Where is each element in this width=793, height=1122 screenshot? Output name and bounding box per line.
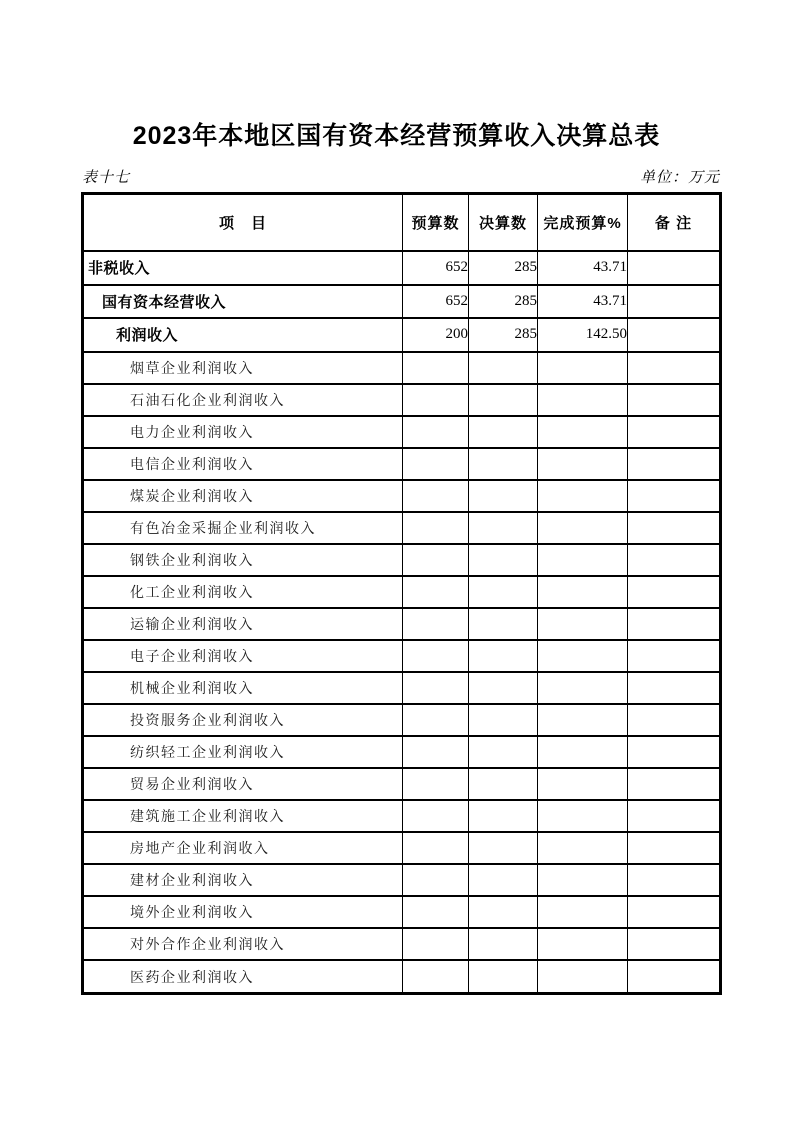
cell-note <box>628 736 721 768</box>
table-row <box>83 800 721 832</box>
cell-budget <box>403 928 469 960</box>
table-row <box>83 640 721 672</box>
cell-final <box>469 352 538 384</box>
cell-final: 285 <box>469 285 538 319</box>
cell-budget <box>403 416 469 448</box>
budget-table <box>81 192 722 995</box>
cell-budget <box>403 544 469 576</box>
cell-budget <box>403 576 469 608</box>
cell-budget <box>403 704 469 736</box>
cell-final <box>469 608 538 640</box>
cell-final <box>469 384 538 416</box>
cell-final: 285 <box>469 251 538 285</box>
cell-pct <box>538 800 628 832</box>
cell-item: 钢铁企业利润收入 <box>83 544 403 576</box>
cell-budget <box>403 608 469 640</box>
table-row <box>83 448 721 480</box>
cell-item: 化工企业利润收入 <box>83 576 403 608</box>
cell-pct <box>538 384 628 416</box>
cell-final <box>469 416 538 448</box>
cell-item: 机械企业利润收入 <box>83 672 403 704</box>
cell-budget <box>403 736 469 768</box>
table-row <box>83 544 721 576</box>
cell-item: 烟草企业利润收入 <box>83 352 403 384</box>
table-row <box>83 285 721 319</box>
table-row <box>83 352 721 384</box>
cell-budget <box>403 448 469 480</box>
cell-budget <box>403 480 469 512</box>
table-row <box>83 512 721 544</box>
cell-pct <box>538 896 628 928</box>
cell-final <box>469 800 538 832</box>
cell-budget <box>403 768 469 800</box>
cell-note <box>628 896 721 928</box>
cell-pct <box>538 544 628 576</box>
cell-pct <box>538 832 628 864</box>
table-row <box>83 480 721 512</box>
cell-pct: 43.71 <box>538 285 628 319</box>
cell-note <box>628 544 721 576</box>
table-number-label: 表十七 <box>82 170 131 186</box>
cell-item: 投资服务企业利润收入 <box>83 704 403 736</box>
cell-note <box>628 832 721 864</box>
table-row <box>83 416 721 448</box>
cell-note <box>628 864 721 896</box>
cell-pct: 142.50 <box>538 318 628 352</box>
cell-final <box>469 640 538 672</box>
cell-budget <box>403 352 469 384</box>
cell-note <box>628 576 721 608</box>
cell-note <box>628 704 721 736</box>
cell-item: 电信企业利润收入 <box>83 448 403 480</box>
column-header-pct: 完成预算% <box>538 194 628 252</box>
cell-item: 石油石化企业利润收入 <box>83 384 403 416</box>
cell-final <box>469 896 538 928</box>
column-header-item: 项 目 <box>83 194 403 252</box>
table-row <box>83 736 721 768</box>
table-row <box>83 608 721 640</box>
cell-item: 非税收入 <box>83 251 403 285</box>
cell-pct <box>538 768 628 800</box>
table-body <box>83 251 721 994</box>
cell-item: 建材企业利润收入 <box>83 864 403 896</box>
cell-budget <box>403 832 469 864</box>
cell-budget <box>403 640 469 672</box>
cell-final <box>469 704 538 736</box>
cell-final <box>469 576 538 608</box>
table-header-row <box>83 194 721 252</box>
cell-note <box>628 640 721 672</box>
cell-note <box>628 416 721 448</box>
cell-pct <box>538 512 628 544</box>
cell-note <box>628 480 721 512</box>
table-row <box>83 864 721 896</box>
cell-pct <box>538 960 628 993</box>
cell-budget <box>403 896 469 928</box>
cell-pct <box>538 864 628 896</box>
cell-budget <box>403 960 469 993</box>
table-row <box>83 960 721 993</box>
cell-pct <box>538 352 628 384</box>
cell-final: 285 <box>469 318 538 352</box>
column-header-final: 决算数 <box>469 194 538 252</box>
cell-pct <box>538 608 628 640</box>
cell-note <box>628 251 721 285</box>
cell-pct <box>538 576 628 608</box>
cell-item: 对外合作企业利润收入 <box>83 928 403 960</box>
cell-pct <box>538 928 628 960</box>
cell-item: 电力企业利润收入 <box>83 416 403 448</box>
table-row <box>83 576 721 608</box>
cell-item: 利润收入 <box>83 318 403 352</box>
cell-final <box>469 768 538 800</box>
cell-note <box>628 512 721 544</box>
cell-budget <box>403 384 469 416</box>
cell-pct <box>538 672 628 704</box>
cell-note <box>628 928 721 960</box>
cell-pct <box>538 640 628 672</box>
cell-item: 贸易企业利润收入 <box>83 768 403 800</box>
cell-final <box>469 832 538 864</box>
table-row <box>83 704 721 736</box>
cell-item: 房地产企业利润收入 <box>83 832 403 864</box>
cell-budget <box>403 672 469 704</box>
cell-pct <box>538 736 628 768</box>
cell-final <box>469 512 538 544</box>
table-row <box>83 672 721 704</box>
cell-final <box>469 736 538 768</box>
cell-final <box>469 448 538 480</box>
cell-pct <box>538 704 628 736</box>
cell-note <box>628 800 721 832</box>
cell-item: 纺织轻工企业利润收入 <box>83 736 403 768</box>
column-header-budget: 预算数 <box>403 194 469 252</box>
cell-item: 有色冶金采掘企业利润收入 <box>83 512 403 544</box>
cell-final <box>469 544 538 576</box>
table-row <box>83 318 721 352</box>
cell-note <box>628 352 721 384</box>
cell-final <box>469 864 538 896</box>
cell-note <box>628 285 721 319</box>
meta-row <box>82 166 720 187</box>
table-row <box>83 768 721 800</box>
cell-item: 电子企业利润收入 <box>83 640 403 672</box>
cell-item: 建筑施工企业利润收入 <box>83 800 403 832</box>
cell-budget: 200 <box>403 318 469 352</box>
cell-note <box>628 448 721 480</box>
table-row <box>83 832 721 864</box>
cell-budget <box>403 512 469 544</box>
cell-budget <box>403 800 469 832</box>
cell-item: 煤炭企业利润收入 <box>83 480 403 512</box>
cell-budget <box>403 864 469 896</box>
cell-note <box>628 768 721 800</box>
cell-pct: 43.71 <box>538 251 628 285</box>
cell-final <box>469 960 538 993</box>
cell-note <box>628 960 721 993</box>
column-header-note: 备 注 <box>628 194 721 252</box>
cell-budget: 652 <box>403 285 469 319</box>
cell-pct <box>538 480 628 512</box>
cell-item: 医药企业利润收入 <box>83 960 403 993</box>
cell-note <box>628 672 721 704</box>
cell-item: 境外企业利润收入 <box>83 896 403 928</box>
cell-final <box>469 672 538 704</box>
cell-item: 运输企业利润收入 <box>83 608 403 640</box>
page-title: 2023年本地区国有资本经营预算收入决算总表 <box>132 122 661 150</box>
cell-pct <box>538 416 628 448</box>
cell-note <box>628 318 721 352</box>
cell-note <box>628 384 721 416</box>
cell-pct <box>538 448 628 480</box>
cell-budget: 652 <box>403 251 469 285</box>
table-row <box>83 384 721 416</box>
table-row <box>83 896 721 928</box>
unit-label: 单位：万元 <box>639 170 720 186</box>
cell-item: 国有资本经营收入 <box>83 285 403 319</box>
cell-final <box>469 928 538 960</box>
cell-final <box>469 480 538 512</box>
table-row <box>83 928 721 960</box>
table-row <box>83 251 721 285</box>
cell-note <box>628 608 721 640</box>
